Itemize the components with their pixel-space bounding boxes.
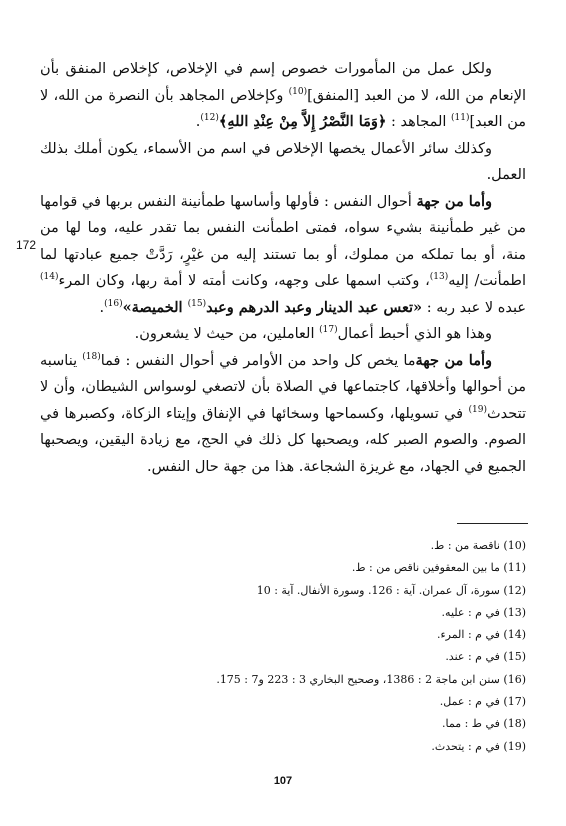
footnote-number: (13) <box>503 605 526 619</box>
margin-page-number: 172 <box>16 238 37 252</box>
footnote-text: في م : يتحدث. <box>431 739 500 753</box>
footnote-text: في م : المرء. <box>436 628 500 642</box>
paragraph <box>40 56 526 136</box>
paragraph <box>40 189 526 322</box>
footnote-item <box>90 736 526 758</box>
footnote-text: سورة، آل عمران. آية : 126. وسورة الأنفال. آية : 10 <box>256 583 500 597</box>
text-run: العاملين، من حيث لا يشعرون. <box>134 326 320 342</box>
text-run: ما يخص كل واحد من الأوامر في أحوال النفس : فما <box>100 352 416 369</box>
footnote-number: (12) <box>503 583 526 597</box>
footnote-item <box>90 713 526 735</box>
footnote-item <box>90 669 526 691</box>
text-run: وكذلك سائر الأعمال يخصها الإخلاص في اسم من الأسماء، يكون أملك بذلك العمل. <box>40 140 526 183</box>
footnote-ref: (18) <box>82 351 101 362</box>
text-run: . <box>195 114 201 130</box>
footnote-ref: (11) <box>451 113 470 124</box>
footnote-ref: (17) <box>319 325 338 336</box>
footnote-ref: (16) <box>104 298 123 309</box>
footnote-ref: (14) <box>40 272 59 283</box>
text-run: . <box>99 299 105 316</box>
footnote-text: سنن ابن ماجة 2 : 1386، وصحيح البخاري 3 : 223 و7 : 175. <box>216 672 500 686</box>
footnote-text: في م : عليه. <box>441 605 500 619</box>
footnote-number: (11) <box>503 561 526 575</box>
footnote-ref: (10) <box>288 86 308 97</box>
footnote-item <box>90 624 526 646</box>
text-run: المجاهد : <box>386 114 452 130</box>
text-run: في تسويلها، وكسماحها وسخائها في الإنفاق وإيتاء الزكاة، وكصبرها في الصوم. والصوم الصبر كله، ويصحبها كل ذلك في الحج، مع زيادة اليقين، ويصحبها الجميع في الجهاد، مع غريزة الشجاعة. هذا من جهة حال النفس. <box>40 405 526 475</box>
footnote-text: في ط : مما. <box>442 717 500 731</box>
footnote-separator <box>457 523 528 524</box>
footnote-number: (17) <box>503 695 526 709</box>
text-run: وهذا هو الذي أحبط أعمال <box>337 326 492 342</box>
footnote-number: (19) <box>503 739 526 753</box>
lead-phrase: وأما من جهة <box>416 192 492 210</box>
text-run: أحوال النفس : فأولها وأساسها طمأنينة النفس بربها في قوامها من غير طمأنينة بشيء سواه، فمتى اطمأنت النفس بما تقدر عليه، وما لها من منة، أو بما تملكه من مملوك، أو بما تستند إليه من غيْرٍ، رَدَّتْ جميع عبادتها لما اطمأنت/ إليه <box>40 193 526 289</box>
footnote-number: (10) <box>503 539 526 552</box>
footnote-item <box>90 580 526 602</box>
footnote-text: في م : عمل. <box>439 695 500 709</box>
footnote-ref: (13) <box>429 272 449 283</box>
lead-phrase: وأما من جهة <box>415 351 493 369</box>
footnote-item <box>90 535 526 557</box>
page-number: 107 <box>273 775 293 787</box>
footnote-number: (15) <box>503 650 526 664</box>
footnote-item <box>90 557 526 579</box>
main-text <box>40 56 526 480</box>
paragraph <box>40 348 526 481</box>
quotation: ﴿وَمَا النَّصْرُ إِلاَّ مِنْ عِنْدِ اللهِ﴾ <box>218 113 387 130</box>
footnote-number: (16) <box>503 672 526 686</box>
footnote-number: (18) <box>503 717 526 731</box>
text-run: ، وكتب اسمها على وجهه، وكانت أمته لا أمة ربها، وكان المرء <box>58 273 430 289</box>
footnote-text: في م : عند. <box>445 650 500 664</box>
footnote-ref: (12) <box>200 113 219 124</box>
text-run: يناسبه من أحوالها وأخلاقها، كاجتماعها في الصلاة بأن لاتصغي لوسواس الشيطان، وأن لا تتحدث <box>40 352 526 422</box>
quotation: «تعس عبد الدينار وعبد الدرهم وعبد <box>206 298 423 316</box>
quotation: الخميصة» <box>122 298 188 316</box>
footnote-number: (14) <box>503 628 526 642</box>
footnote-item <box>90 691 526 713</box>
footnote-item <box>90 602 526 624</box>
text-run: وكإخلاص المجاهد بأن النصرة من الله، لا من العبد] <box>40 87 526 130</box>
text-run: ولكل عمل من المأمورات خصوص إسم في الإخلاص، كإخلاص المنفق بأن الإنعام من الله، لا من العبد [المنفق] <box>40 61 526 104</box>
footnote-ref: (15) <box>187 298 207 309</box>
footnote-text: ما بين المعقوفين ناقص من : ط. <box>351 561 500 575</box>
paragraph <box>40 136 526 189</box>
footnotes <box>90 535 526 758</box>
paragraph <box>40 321 526 348</box>
footnote-item <box>90 646 526 668</box>
text-run: عبده لا عبد ربه : <box>422 299 526 316</box>
footnote-ref: (19) <box>468 404 487 415</box>
footnote-text: ناقصة من : ط. <box>430 539 500 552</box>
